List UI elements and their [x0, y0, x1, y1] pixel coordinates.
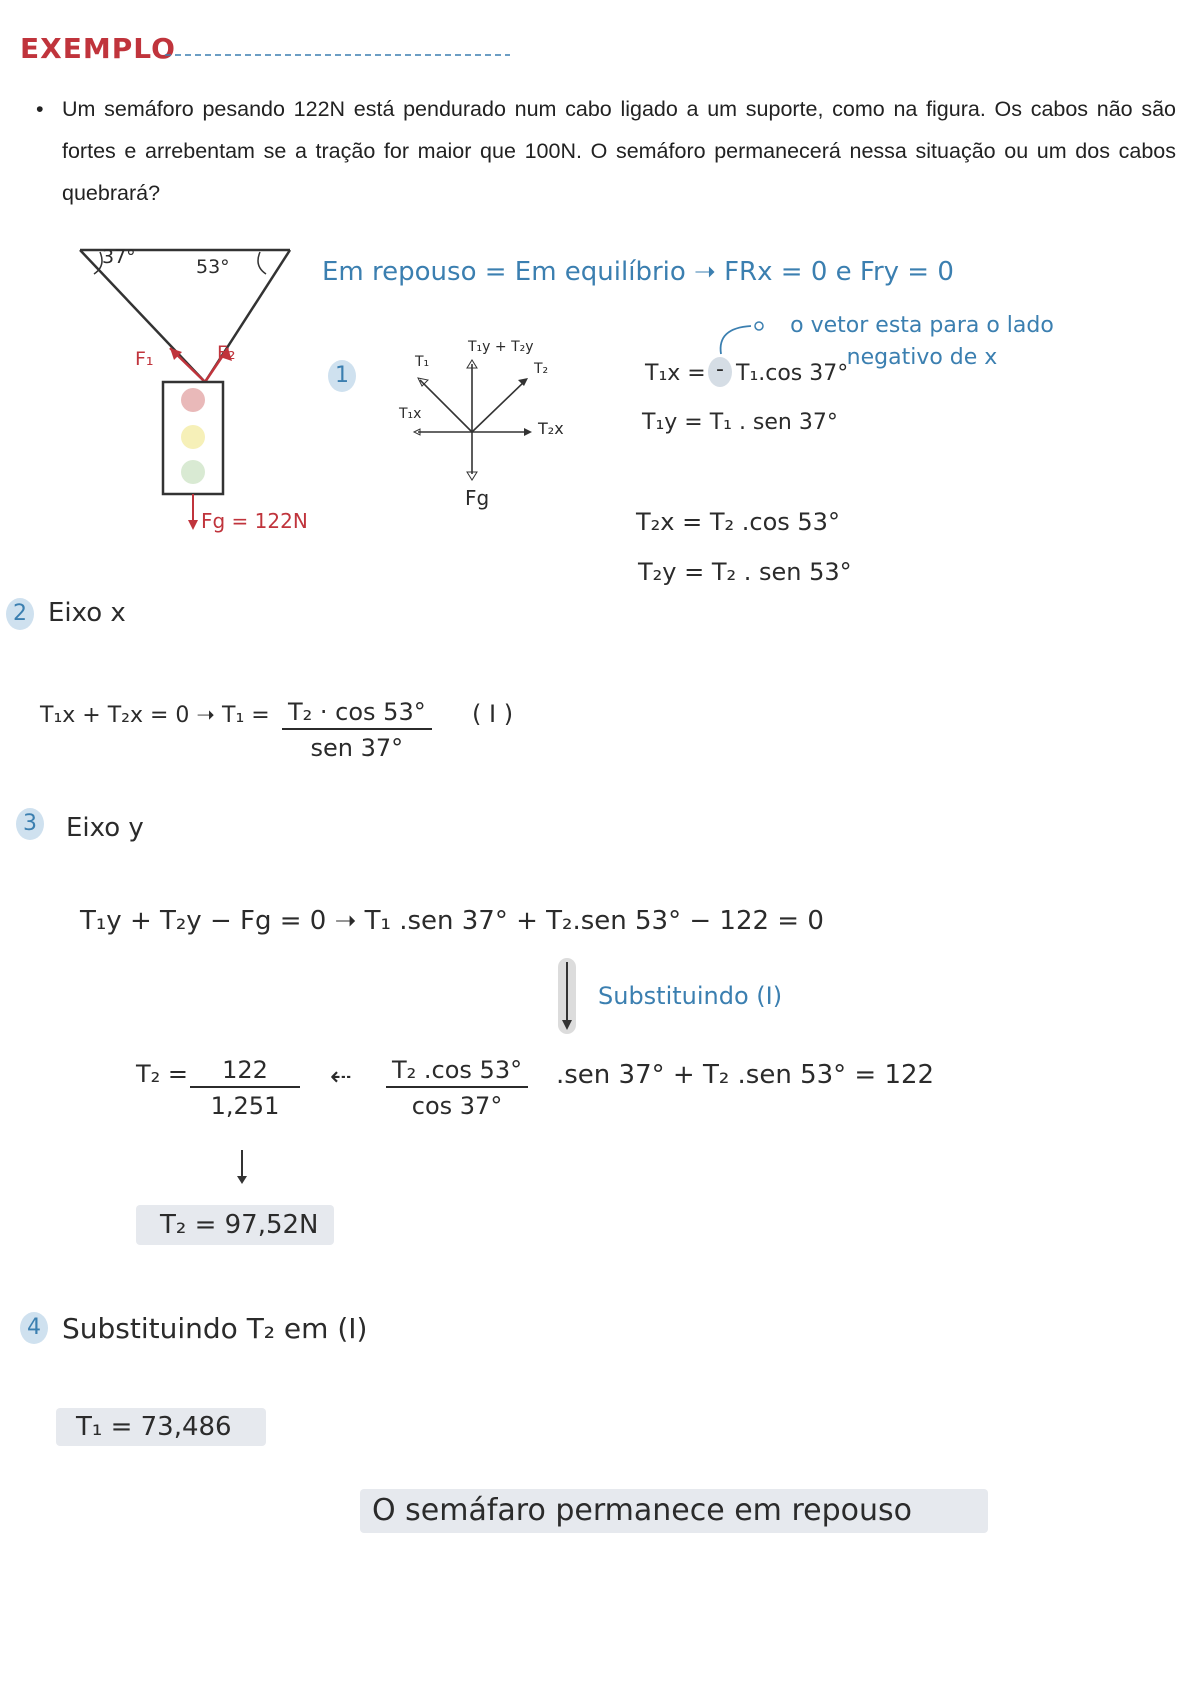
step-3-title: Eixo y: [66, 813, 144, 843]
vector-t2x-label: T₂x: [538, 419, 564, 438]
yellow-light: [181, 425, 205, 449]
eq-tag-I: ( I ): [472, 700, 514, 728]
vector-t2-label: T₂: [534, 361, 549, 377]
vector-t1y-t2y-label: T₁y + T₂y: [468, 339, 534, 355]
t2-result: T₂ = 97,52N: [136, 1205, 334, 1245]
bullet: •: [36, 97, 44, 121]
page-title: EXEMPLO: [20, 32, 176, 65]
left-arrow: ⇠: [330, 1062, 352, 1092]
substituting-label: Substituindo (I): [598, 982, 783, 1010]
equilibrium-statement: Em repouso = Em equilíbrio ➝ FRx = 0 e Fry = 0: [322, 257, 954, 287]
t2-label: T₂ =: [136, 1060, 189, 1088]
t2-numerator: 122: [190, 1056, 300, 1088]
eq-t2y: T₂y = T₂ . sen 53°: [638, 558, 852, 586]
t2-fraction: [190, 1056, 300, 1120]
step-4-title: Substituindo T₂ em (I): [62, 1312, 368, 1345]
sub-denominator: cos 37°: [411, 1092, 503, 1120]
problem-statement: [36, 88, 1176, 214]
t1-result: T₁ = 73,486: [56, 1408, 266, 1446]
weight-label: Fg = 122N: [201, 509, 308, 533]
red-light: [181, 388, 205, 412]
angle-left-label: 37°: [102, 246, 136, 268]
eq-t1x-left: T₁x =: [645, 361, 706, 386]
eq-t1x-right: T₁.cos 37°: [736, 361, 849, 386]
vector-t1-label: T₁: [415, 354, 430, 370]
negative-x-note: o vetor esta para o lado negativo de x: [790, 313, 1054, 370]
t2-denominator: 1,251: [210, 1092, 280, 1120]
step-2-badge: 2: [6, 598, 34, 630]
eq-t1-fraction: [282, 698, 432, 762]
eq-t2x: T₂x = T₂ .cos 53°: [636, 508, 840, 536]
down-arrow-small: [232, 1148, 252, 1188]
down-arrow: [558, 958, 576, 1034]
sub-fraction: [386, 1056, 528, 1120]
eq-t1-denominator: sen 37°: [310, 734, 404, 762]
sub-numerator: T₂ .cos 53°: [386, 1056, 528, 1088]
eq-t1x-minus: -: [708, 357, 732, 387]
step-4-badge: 4: [20, 1312, 48, 1344]
vector-fg-label: Fg: [465, 486, 490, 510]
force-2-label: F₂: [217, 342, 236, 364]
angle-right-label: 53°: [196, 256, 230, 278]
step-2-title: Eixo x: [48, 598, 126, 628]
sub-rest: .sen 37° + T₂ .sen 53° = 122: [556, 1060, 935, 1090]
step-3-badge: 3: [16, 808, 44, 840]
green-light: [181, 460, 205, 484]
vector-t1x-label: T₁x: [399, 406, 422, 422]
eq-sum-x: T₁x + T₂x = 0 ➝: [40, 703, 215, 728]
eq-t1-label: T₁ =: [222, 703, 270, 728]
eq-sum-y: T₁y + T₂y − Fg = 0 ➝ T₁ .sen 37° + T₂.sen 53° − 122 = 0: [80, 906, 824, 936]
title-decoration: [165, 50, 515, 60]
force-1-label: F₁: [135, 348, 154, 370]
problem-text: Um semáforo pesando 122N está pendurado num cabo ligado a um suporte, como na figura. Os cabos não são fortes e arrebentam se a tração for maior que 100N. O semáforo permanecerá nessa situação ou um dos cabos quebrará?: [62, 97, 1176, 205]
eq-t1-numerator: T₂ · cos 53°: [282, 698, 432, 730]
conclusion: O semáfaro permanece em repouso: [360, 1489, 988, 1533]
eq-t1y: T₁y = T₁ . sen 37°: [642, 410, 838, 435]
step-1-badge: 1: [328, 360, 356, 392]
